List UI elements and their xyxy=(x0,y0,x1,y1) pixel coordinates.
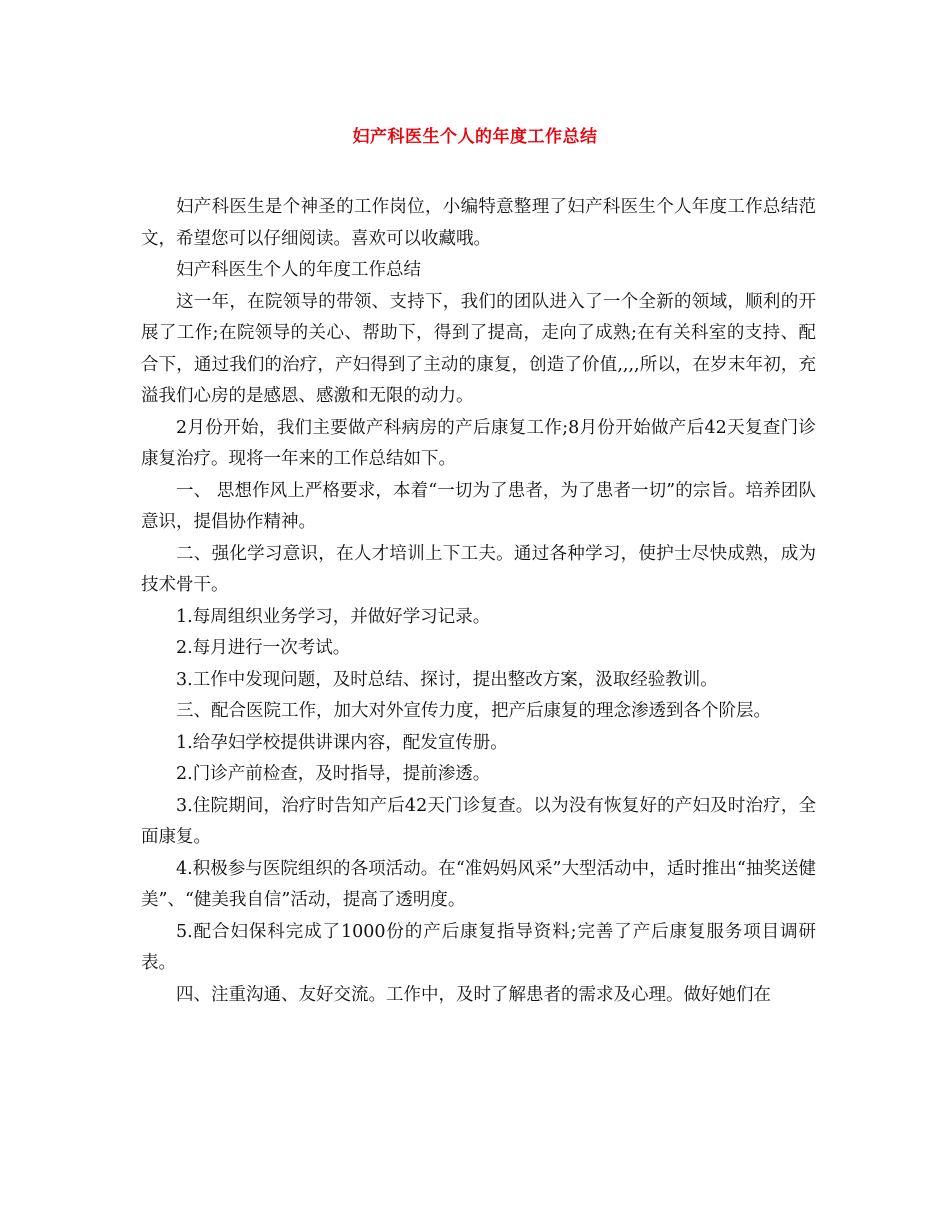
paragraph: 这一年，在院领导的带领、支持下，我们的团队进入了一个全新的领域，顺利的开展了工作;在院领导的关心、帮助下，得到了提高，走向了成熟;在有关科室的支持、配合下，通过我们的治疗，产妇得到了主动的康复，创造了价值,,,,所以，在岁末年初，充溢我们心房的是感恩、感激和无限的动力。 xyxy=(141,291,816,406)
paragraph-subtitle: 妇产科医生个人的年度工作总结 xyxy=(176,260,421,280)
document-body xyxy=(141,192,816,1011)
list-item: 2.每月进行一次考试。 xyxy=(176,638,351,658)
section-heading-2: 二、强化学习意识，在人才培训上下工夫。通过各种学习，使护士尽快成熟，成为技术骨干。 xyxy=(141,543,816,595)
list-item: 4.积极参与医院组织的各项活动。在“准妈妈风采”大型活动中，适时推出“抽奖送健美”、“健美我自信”活动，提高了透明度。 xyxy=(141,858,816,910)
list-item: 1.给孕妇学校提供讲课内容，配发宣传册。 xyxy=(176,732,508,753)
list-item: 3.工作中发现问题，及时总结、探讨，提出整改方案，汲取经验教训。 xyxy=(176,669,718,690)
list-item: 1.每周组织业务学习，并做好学习记录。 xyxy=(176,606,491,627)
paragraph: 2月份开始，我们主要做产科病房的产后康复工作;8月份开始做产后42天复查门诊康复治疗。现将一年来的工作总结如下。 xyxy=(141,417,816,469)
section-heading-1: 一、 思想作风上严格要求，本着“一切为了患者，为了患者一切”的宗旨。培养团队意识，提倡协作精神。 xyxy=(141,480,816,532)
document-title: 妇产科医生个人的年度工作总结 xyxy=(352,127,598,147)
list-item: 3.住院期间，治疗时告知产后42天门诊复查。以为没有恢复好的产妇及时治疗，全面康复。 xyxy=(141,795,816,847)
list-item: 2.门诊产前检查，及时指导，提前渗透。 xyxy=(176,764,491,784)
section-heading-4: 四、注重沟通、友好交流。工作中，及时了解患者的需求及心理。做好她们在 xyxy=(176,984,771,1005)
paragraph-intro: 妇产科医生是个神圣的工作岗位，小编特意整理了妇产科医生个人年度工作总结范文，希望您可以仔细阅读。喜欢可以收藏哦。 xyxy=(141,197,816,249)
list-item: 5.配合妇保科完成了1000份的产后康复指导资料;完善了产后康复服务项目调研表。 xyxy=(141,921,816,973)
section-heading-3: 三、配合医院工作，加大对外宣传力度，把产后康复的理念渗透到各个阶层。 xyxy=(176,701,771,721)
